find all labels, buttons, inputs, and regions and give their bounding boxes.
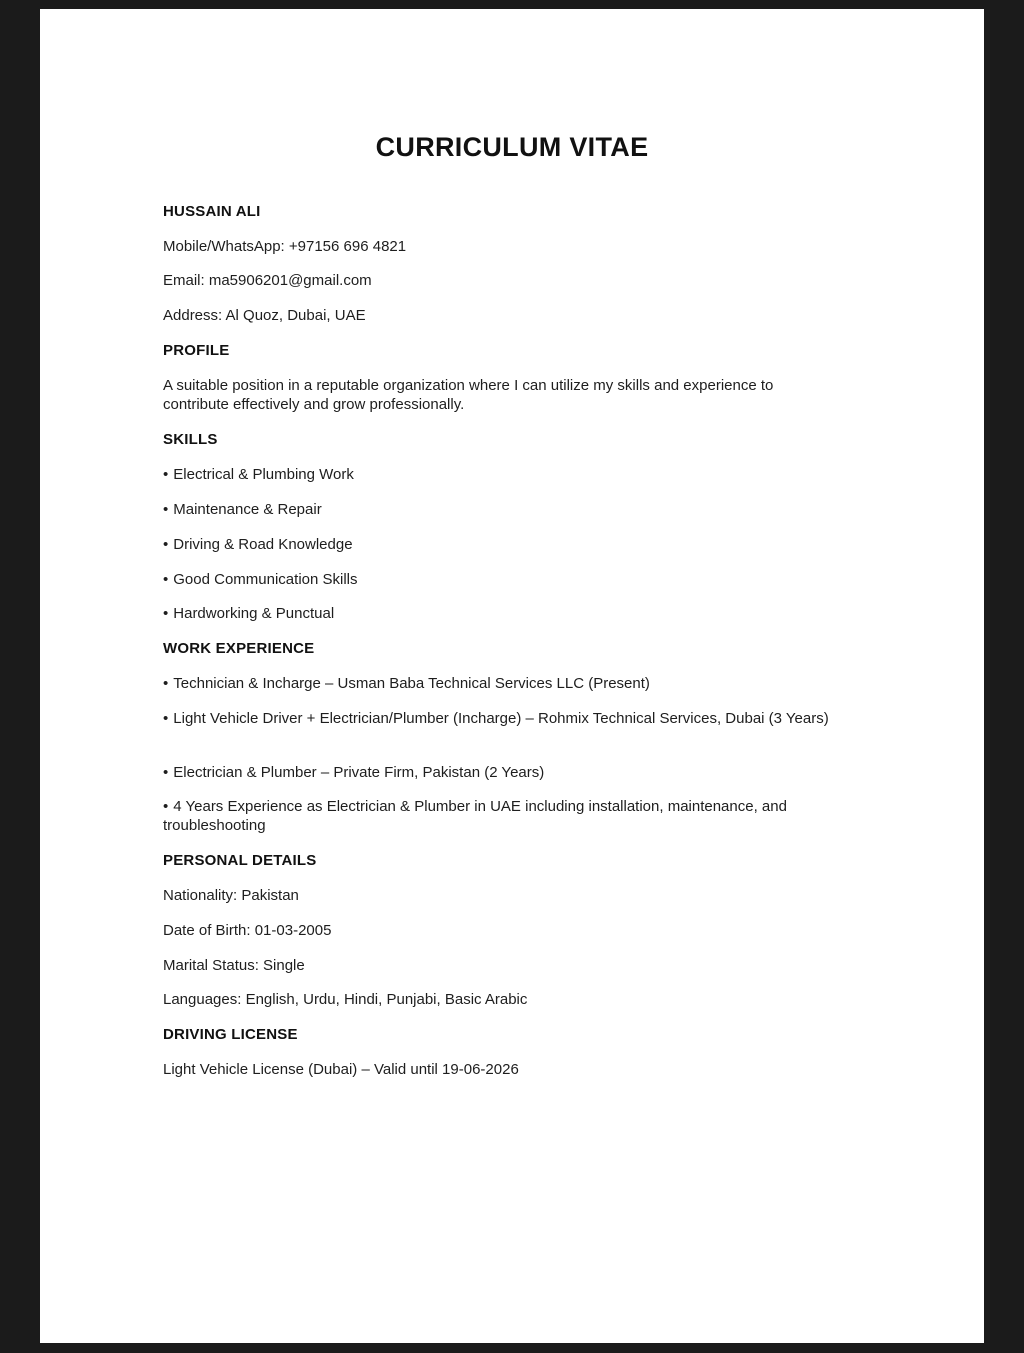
profile-heading: PROFILE <box>163 342 230 359</box>
marital-status: Marital Status: Single <box>163 957 305 974</box>
license-text: Light Vehicle License (Dubai) – Valid until 19-06-2026 <box>163 1061 519 1078</box>
experience-item: • Technician & Incharge – Usman Baba Technical Services LLC (Present) <box>163 674 843 693</box>
experience-item: • Electrician & Plumber – Private Firm, Pakistan (2 Years) <box>163 763 843 782</box>
experience-heading: WORK EXPERIENCE <box>163 640 315 657</box>
license-heading: DRIVING LICENSE <box>163 1026 298 1043</box>
experience-item: • Light Vehicle Driver + Electrician/Plumber (Incharge) – Rohmix Technical Services, Dubai (3 Years) <box>163 709 843 728</box>
skill-item: • Electrical & Plumbing Work <box>163 465 843 484</box>
profile-text: A suitable position in a reputable organization where I can utilize my skills and experience to contribute effectively and grow professionally. <box>163 377 774 413</box>
document-page <box>40 9 984 1343</box>
experience-item: • 4 Years Experience as Electrician & Plumber in UAE including installation, maintenance, and troubleshooting <box>163 797 843 835</box>
nationality: Nationality: Pakistan <box>163 887 299 904</box>
date-of-birth: Date of Birth: 01-03-2005 <box>163 922 332 939</box>
skill-item: • Hardworking & Punctual <box>163 604 843 623</box>
skill-item: • Driving & Road Knowledge <box>163 535 843 554</box>
skill-item: • Good Communication Skills <box>163 570 843 589</box>
candidate-name: HUSSAIN ALI <box>163 203 261 220</box>
contact-mobile: Mobile/WhatsApp: +97156 696 4821 <box>163 238 407 255</box>
contact-address: Address: Al Quoz, Dubai, UAE <box>163 307 366 324</box>
languages: Languages: English, Urdu, Hindi, Punjabi, Basic Arabic <box>163 991 528 1008</box>
page-title: CURRICULUM VITAE <box>375 132 649 162</box>
contact-email: Email: ma5906201@gmail.com <box>163 272 372 289</box>
skill-item: • Maintenance & Repair <box>163 500 843 519</box>
skills-heading: SKILLS <box>163 431 218 448</box>
personal-heading: PERSONAL DETAILS <box>163 852 317 869</box>
